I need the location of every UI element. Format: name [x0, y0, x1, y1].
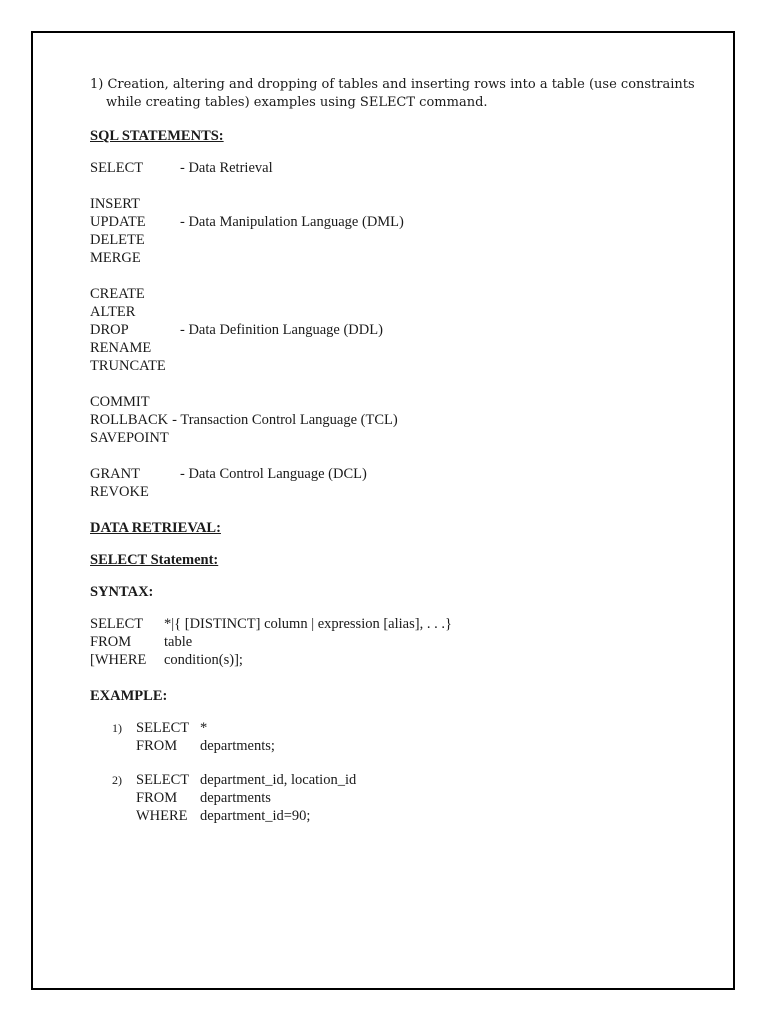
- data-retrieval-heading: DATA RETRIEVAL:: [90, 520, 221, 536]
- statement-row: [90, 231, 710, 249]
- statement-row: [90, 339, 710, 357]
- statement-keyword: RENAME: [90, 340, 152, 356]
- syntax-line: [90, 651, 710, 669]
- code-rest: department_id=90;: [200, 808, 311, 824]
- syntax-rest: table: [164, 634, 193, 650]
- code-line: [136, 719, 275, 737]
- code-line: [136, 789, 356, 807]
- example-code: [136, 719, 275, 755]
- statement-row: [90, 213, 710, 231]
- statement-keyword: ROLLBACK: [90, 412, 169, 428]
- example-code: [136, 771, 356, 825]
- code-keyword: FROM: [136, 738, 178, 754]
- statement-description: - Data Manipulation Language (DML): [180, 214, 404, 230]
- group-ddl: [90, 285, 710, 375]
- statement-keyword: UPDATE: [90, 214, 146, 230]
- code-rest: departments;: [200, 738, 275, 754]
- statement-keyword: SELECT: [90, 160, 144, 176]
- statement-row: [90, 321, 710, 339]
- statement-keyword: TRUNCATE: [90, 358, 166, 374]
- statement-keyword: SAVEPOINT: [90, 430, 169, 446]
- example-list: [90, 719, 710, 825]
- code-rest: *: [200, 720, 208, 736]
- code-keyword: FROM: [136, 790, 178, 806]
- code-keyword: WHERE: [136, 808, 188, 824]
- statement-keyword: GRANT: [90, 466, 140, 482]
- example-item: [90, 771, 710, 825]
- code-line: [136, 737, 275, 755]
- code-keyword: SELECT: [136, 772, 190, 788]
- code-rest: department_id, location_id: [200, 772, 357, 788]
- statement-description: - Data Control Language (DCL): [180, 466, 367, 482]
- group-tcl: [90, 393, 710, 447]
- syntax-line: [90, 633, 710, 651]
- syntax-heading: SYNTAX:: [90, 584, 154, 600]
- example-heading: EXAMPLE:: [90, 688, 168, 704]
- statement-keyword: DELETE: [90, 232, 145, 248]
- statement-keyword: INSERT: [90, 196, 140, 212]
- syntax-keyword: FROM: [90, 634, 132, 650]
- statement-description: - Data Retrieval: [180, 160, 273, 176]
- syntax-block: [90, 615, 710, 669]
- statement-row: [90, 357, 710, 375]
- group-dml: [90, 195, 710, 267]
- syntax-line: [90, 615, 710, 633]
- statement-keyword: COMMIT: [90, 394, 150, 410]
- group-retrieval: [90, 159, 710, 177]
- syntax-rest: condition(s)];: [164, 652, 243, 668]
- statement-keyword: REVOKE: [90, 484, 149, 500]
- statement-row: [90, 393, 710, 411]
- document-content: [90, 76, 710, 841]
- statement-row: [90, 303, 710, 321]
- statement-row: [90, 465, 710, 483]
- statement-row: [90, 483, 710, 501]
- select-statement-heading: SELECT Statement:: [90, 552, 219, 568]
- example-number: 2): [112, 773, 122, 787]
- syntax-rest: *|{ [DISTINCT] column | expression [alias], . . .}: [164, 616, 452, 632]
- statement-row: [90, 195, 710, 213]
- code-rest: departments: [200, 790, 271, 806]
- statement-row: [90, 249, 710, 267]
- intro-paragraph: 1) Creation, altering and dropping of tables and inserting rows into a table (use constraints while creating tables) examples using SELECT command.: [90, 77, 695, 110]
- syntax-keyword: SELECT: [90, 616, 144, 632]
- statement-row: [90, 159, 710, 177]
- example-item: [90, 719, 710, 755]
- statement-keyword: CREATE: [90, 286, 145, 302]
- statement-keyword: MERGE: [90, 250, 141, 266]
- statement-keyword: DROP: [90, 322, 129, 338]
- group-dcl: [90, 465, 710, 501]
- statement-row: [90, 411, 710, 429]
- statement-description: - Data Definition Language (DDL): [180, 322, 383, 338]
- example-number: 1): [112, 721, 122, 735]
- statement-row: [90, 429, 710, 447]
- code-line: [136, 807, 356, 825]
- statement-row: [90, 285, 710, 303]
- code-keyword: SELECT: [136, 720, 190, 736]
- code-line: [136, 771, 356, 789]
- statement-description: - Transaction Control Language (TCL): [172, 412, 398, 428]
- syntax-keyword: [WHERE: [90, 652, 147, 668]
- statement-keyword: ALTER: [90, 304, 136, 320]
- sql-statements-heading: SQL STATEMENTS:: [90, 128, 224, 144]
